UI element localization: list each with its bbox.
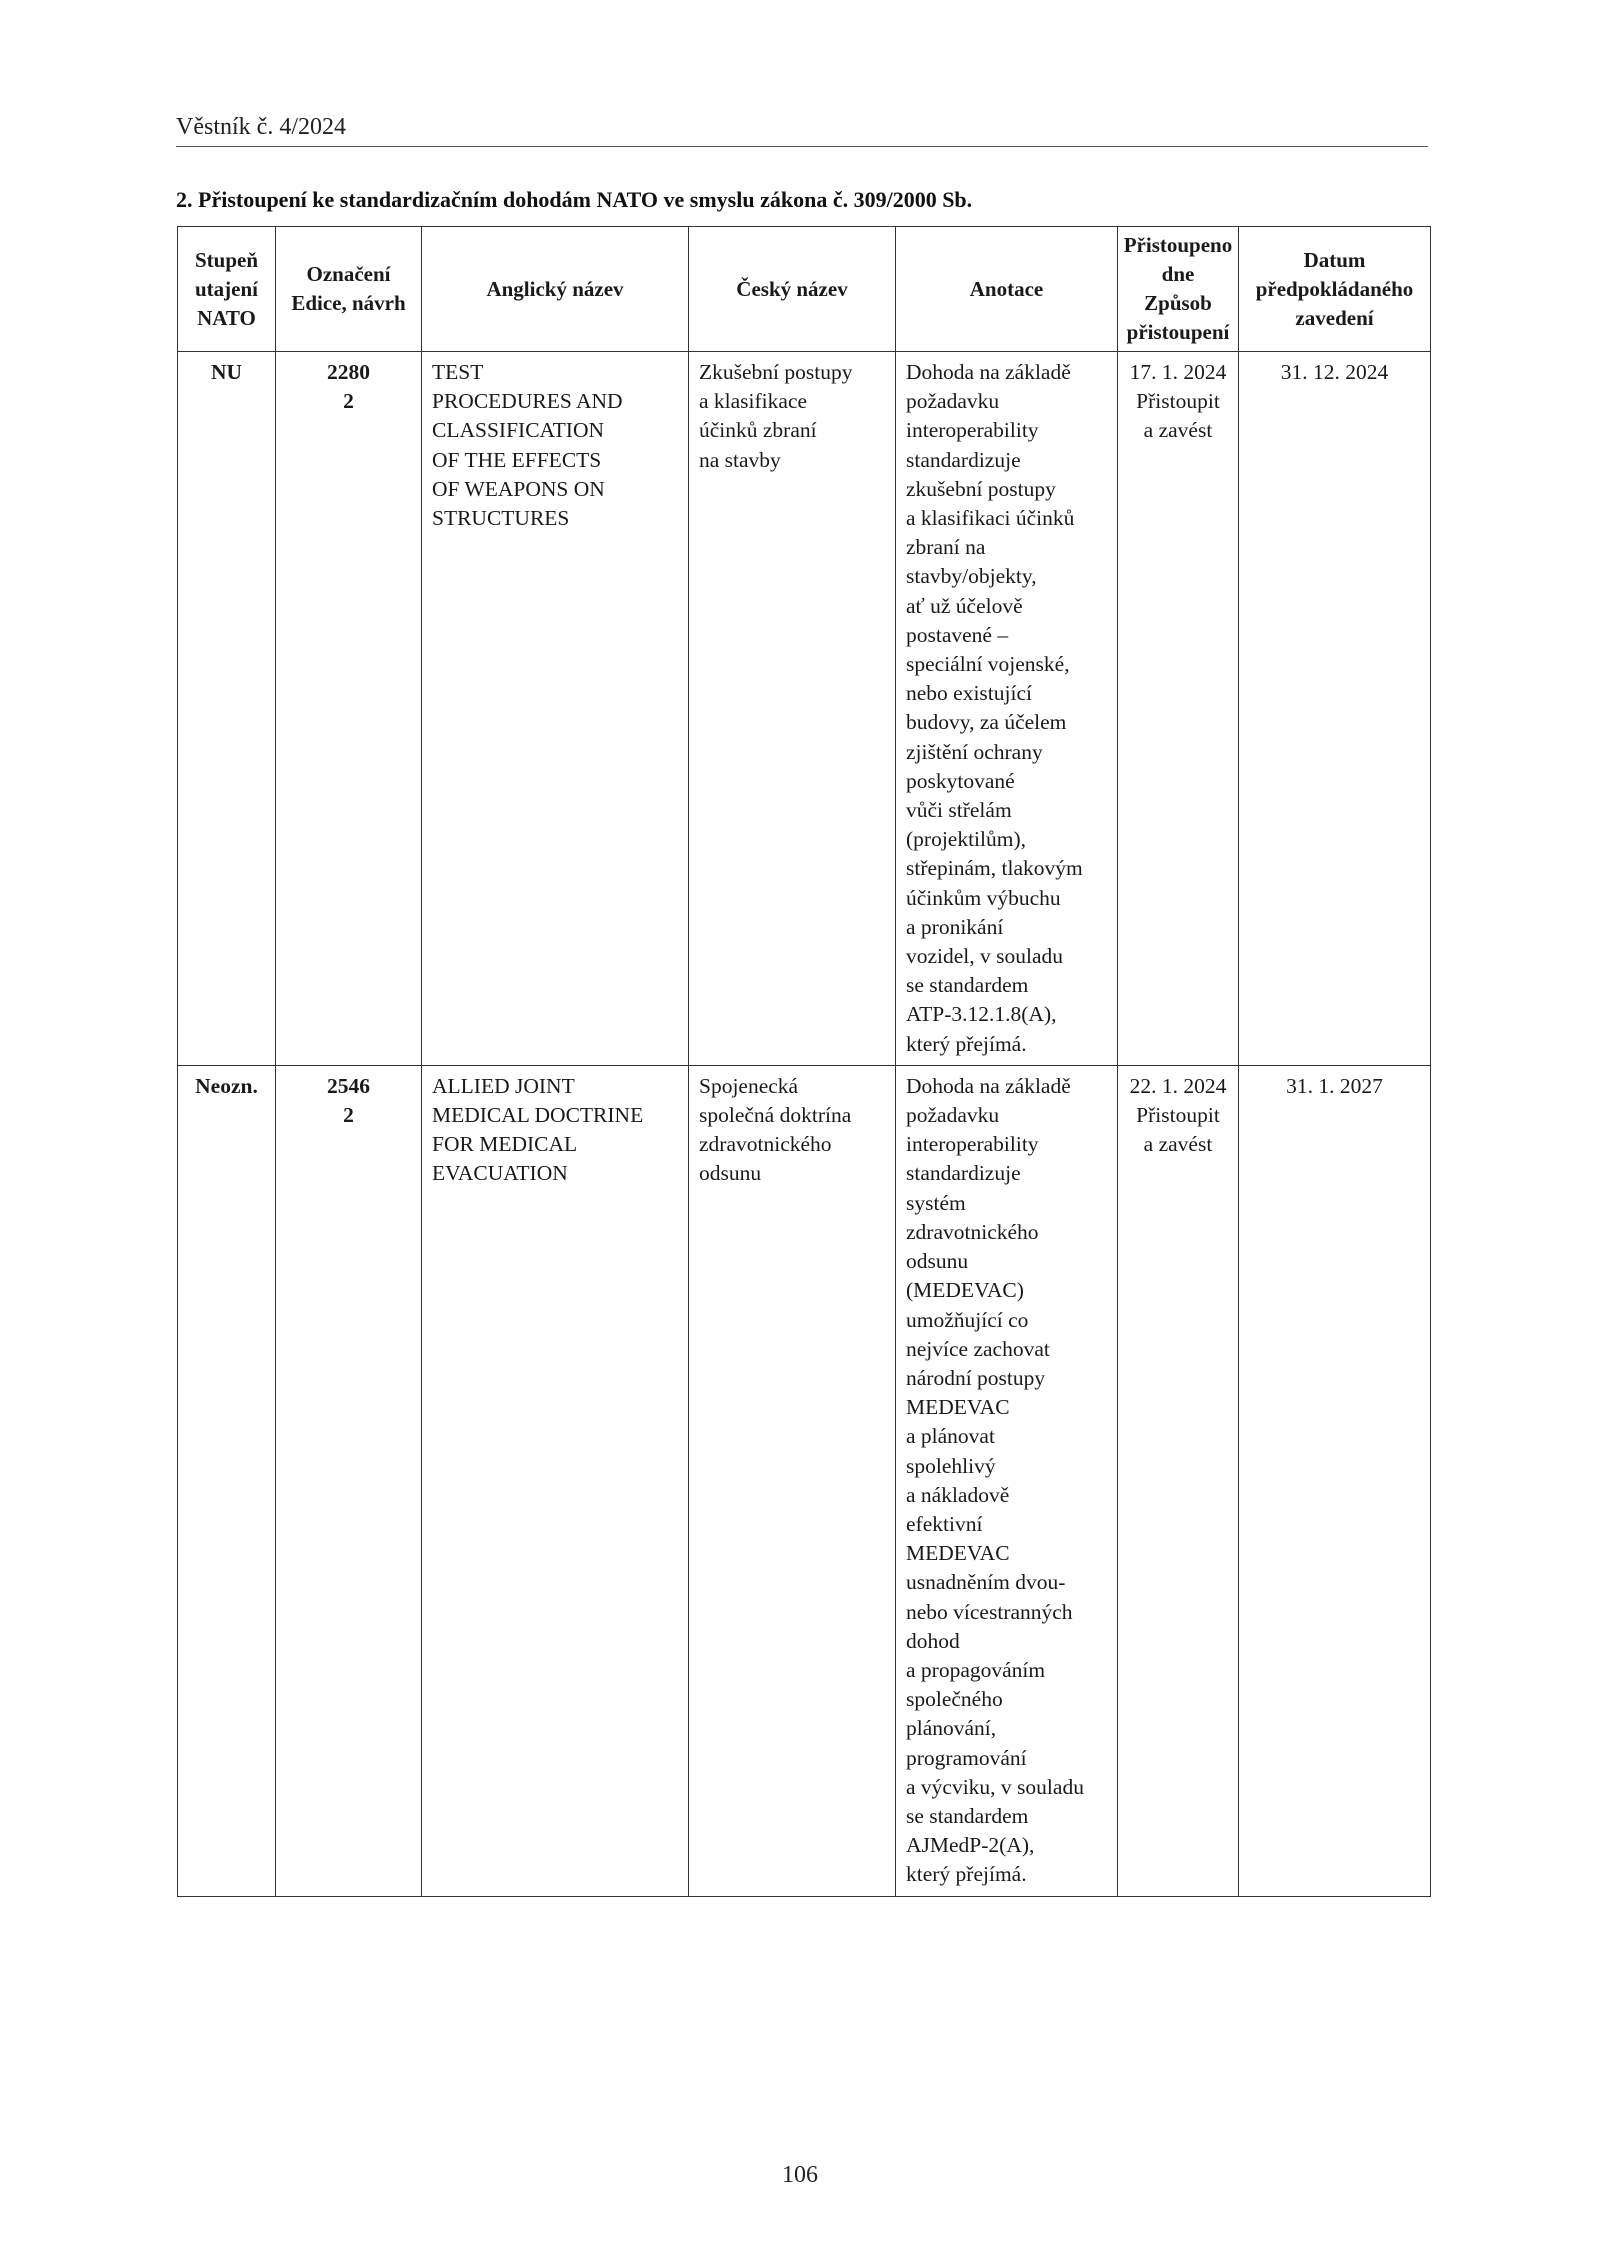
annotation-line: plánování, [906,1716,997,1741]
annotation-line: usnadněním dvou- [906,1570,1066,1595]
annotation-line: společného [906,1687,1003,1712]
column-header-english-title: Anglický název [422,227,689,352]
english-title-line: OF WEAPONS ON [432,476,605,501]
cell-annotation [896,1065,1118,1896]
page-number: 106 [782,2162,818,2188]
annotation-line: který přejímá. [906,1031,1027,1056]
english-title-line: MEDICAL DOCTRINE [432,1103,644,1128]
annotation-line: dohod [906,1628,960,1653]
classification-value: NU [210,360,243,384]
cell-implementation [1239,1065,1431,1896]
annotation-line: budovy, za účelem [906,710,1067,735]
czech-title-line: odsunu [699,1161,762,1186]
annotation-line: interoperability [906,418,1039,443]
annotation-line: odsunu [906,1249,969,1274]
annotation-line: a nákladově [906,1482,1010,1507]
column-header-implementation: Datum předpokládaného zavedení [1239,227,1431,352]
annotation-line: spolehlivý [906,1453,996,1478]
annotation-line: speciální vojenské, [906,652,1070,677]
english-title-line: PROCEDURES AND [432,389,623,414]
standards-table [177,226,1431,1897]
implementation-date: 31. 1. 2027 [1286,1073,1383,1098]
cell-accession [1118,1065,1239,1896]
annotation-line: nebo existující [906,681,1032,706]
annotation-line: programování [906,1745,1027,1770]
annotation-line: zdravotnického [906,1219,1039,1244]
table-row [178,1065,1431,1896]
implementation-date: 31. 12. 2024 [1280,360,1389,384]
annotation-line: Dohoda na základě [906,1073,1071,1098]
cell-designation [276,352,422,1066]
accession-date: 22. 1. 2024 [1129,1073,1227,1098]
czech-title-line: na stavby [699,447,781,472]
accession-method-line: Přistoupit [1136,1103,1220,1128]
english-title-line: ALLIED JOINT [432,1073,575,1098]
cell-implementation [1239,352,1431,1066]
english-title-line: STRUCTURES [432,506,570,531]
annotation-line: a výcviku, v souladu [906,1774,1084,1799]
annotation-line: národní postupy [906,1365,1046,1390]
annotation-line: vozidel, v souladu [906,944,1064,969]
annotation-line: Dohoda na základě [906,360,1071,384]
english-title-line: OF THE EFFECTS [432,447,602,472]
accession-method-line: a zavést [1143,1132,1213,1157]
annotation-line: který přejímá. [906,1862,1027,1887]
annotation-line: zkušební postupy [906,476,1056,501]
cell-english-title [422,1065,689,1896]
running-header: Věstník č. 4/2024 [176,112,1428,147]
czech-title-line: Zkušební postupy [699,360,853,384]
column-header-classification: Stupeň utajení NATO [178,227,276,352]
annotation-line: standardizuje [906,447,1021,472]
annotation-line: (MEDEVAC) [906,1278,1024,1303]
annotation-line: a plánovat [906,1424,995,1449]
column-header-accession: Přistoupeno dne Způsob přistoupení [1118,227,1239,352]
column-header-annotation: Anotace [896,227,1118,352]
annotation-line: systém [906,1190,966,1215]
annotation-line: efektivní [906,1511,983,1536]
section-heading: 2. Přistoupení ke standardizačním dohodám NATO ve smyslu zákona č. 309/2000 Sb. [176,187,973,212]
cell-czech-title [689,1065,896,1896]
czech-title-line: zdravotnického [699,1132,832,1157]
annotation-line: MEDEVAC [906,1395,1010,1420]
standard-number: 2280 [327,360,370,384]
czech-title-line: společná doktrína [699,1103,852,1128]
annotation-line: se standardem [906,1803,1029,1828]
annotation-line: postavené – [906,622,1009,647]
annotation-line: zjištění ochrany [906,739,1043,764]
annotation-line: (projektilům), [906,827,1027,852]
annotation-line: ať už účelově [906,593,1023,618]
column-header-czech-title: Český název [689,227,896,352]
cell-classification [178,1065,276,1896]
annotation-line: se standardem [906,973,1029,998]
czech-title-line: účinků zbraní [699,418,817,443]
english-title-line: FOR MEDICAL [432,1132,578,1157]
cell-accession [1118,352,1239,1066]
cell-annotation [896,352,1118,1066]
accession-method-line: Přistoupit [1136,389,1220,414]
english-title-line: TEST [432,360,484,384]
annotation-line: střepinám, tlakovým [906,856,1083,881]
annotation-line: nebo vícestranných [906,1599,1073,1624]
annotation-line: nejvíce zachovat [906,1336,1050,1361]
table-header-row [178,227,1431,352]
annotation-line: zbraní na [906,535,986,560]
annotation-line: účinkům výbuchu [906,885,1061,910]
annotation-line: a propagováním [906,1657,1046,1682]
annotation-line: vůči střelám [906,798,1012,823]
accession-date: 17. 1. 2024 [1129,360,1227,384]
annotation-line: a klasifikaci účinků [906,506,1075,531]
standard-number: 2546 [327,1073,370,1098]
annotation-line: ATP-3.12.1.8(A), [906,1002,1057,1027]
annotation-line: interoperability [906,1132,1039,1157]
annotation-line: umožňující co [906,1307,1029,1332]
annotation-line: stavby/objekty, [906,564,1037,589]
annotation-line: a pronikání [906,914,1004,939]
edition-number: 2 [343,1103,354,1128]
annotation-line: standardizuje [906,1161,1021,1186]
annotation-line: MEDEVAC [906,1541,1010,1566]
english-title-line: CLASSIFICATION [432,418,605,443]
annotation-line: AJMedP-2(A), [906,1833,1035,1858]
annotation-line: požadavku [906,1103,1000,1128]
classification-value: Neozn. [195,1073,258,1098]
accession-method-line: a zavést [1143,418,1213,443]
czech-title-line: a klasifikace [699,389,808,414]
cell-designation [276,1065,422,1896]
table-row [178,352,1431,1066]
cell-english-title [422,352,689,1066]
annotation-line: požadavku [906,389,1000,414]
edition-number: 2 [343,389,354,414]
cell-czech-title [689,352,896,1066]
cell-classification [178,352,276,1066]
english-title-line: EVACUATION [432,1161,568,1186]
czech-title-line: Spojenecká [699,1073,799,1098]
annotation-line: poskytované [906,768,1015,793]
column-header-designation: Označení Edice, návrh [276,227,422,352]
